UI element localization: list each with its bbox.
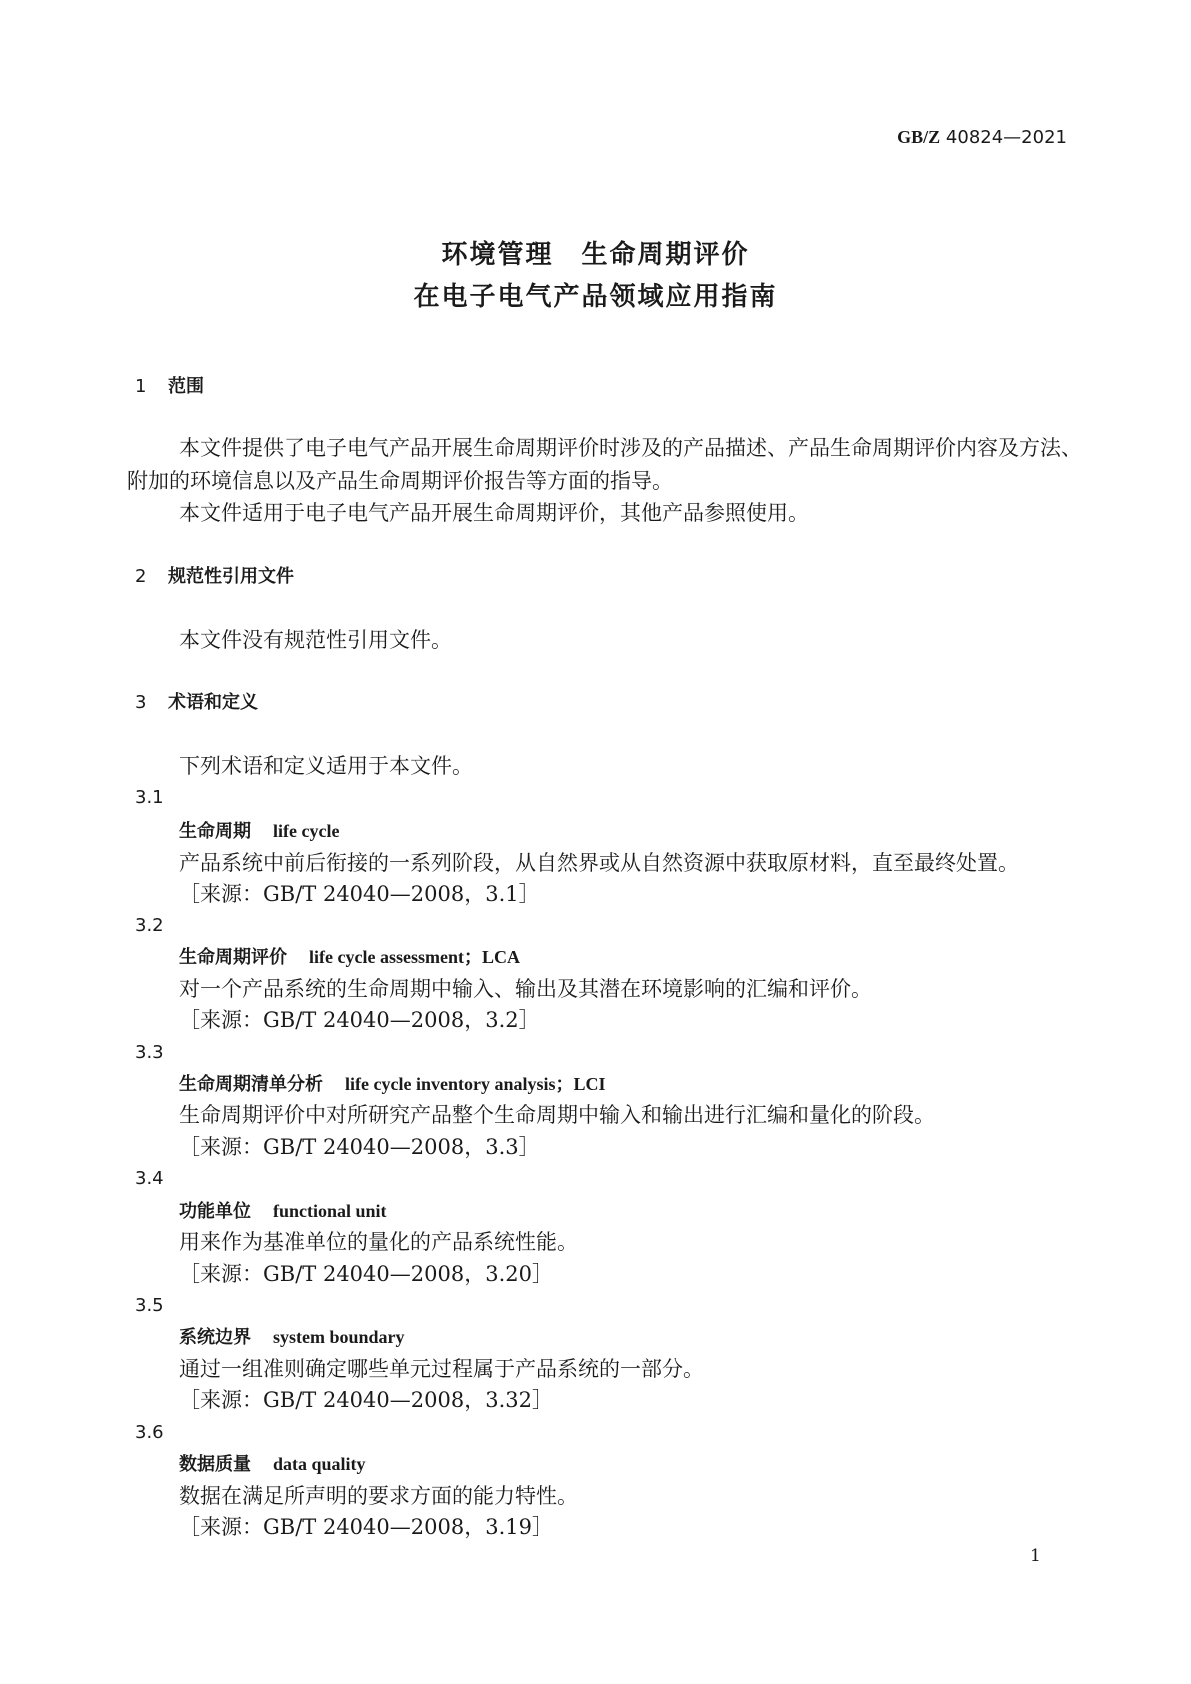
section-title: 范围 (168, 376, 204, 397)
paragraph: 下列术语和定义适用于本文件。 (179, 754, 473, 778)
paragraph: 附加的环境信息以及产品生命周期评价报告等方面的指导。 (127, 469, 673, 493)
term-heading (179, 819, 339, 844)
term-en: functional unit (273, 1201, 387, 1221)
standard-prefix: GB/Z (897, 127, 941, 147)
term-zh: 数据质量 (179, 1454, 251, 1475)
term-number: 3.4 (135, 1168, 164, 1189)
term-number: 3.5 (135, 1295, 164, 1316)
term-source: ［来源：GB/T 24040—2008，3.19］ (179, 1515, 553, 1539)
section-heading-2 (135, 565, 294, 589)
title-line-1: 环境管理 生命周期评价 (441, 240, 750, 270)
term-heading (179, 1199, 387, 1224)
standard-code (897, 127, 1067, 148)
term-number: 3.3 (135, 1042, 164, 1063)
term-source: ［来源：GB/T 24040—2008，3.20］ (179, 1262, 553, 1286)
term-heading (179, 1452, 366, 1477)
term-zh: 功能单位 (179, 1201, 251, 1222)
term-definition: 产品系统中前后衔接的一系列阶段，从自然界或从自然资源中获取原材料，直至最终处置。 (179, 851, 1019, 875)
section-title: 术语和定义 (168, 692, 258, 713)
title-line-2: 在电子电气产品领域应用指南 (413, 282, 778, 312)
term-source: ［来源：GB/T 24040—2008，3.1］ (179, 882, 540, 906)
term-heading (179, 945, 520, 970)
section-heading-3 (135, 691, 258, 715)
term-number: 3.6 (135, 1422, 164, 1443)
term-zh: 系统边界 (179, 1327, 251, 1348)
term-en: life cycle inventory analysis；LCI (345, 1074, 606, 1094)
page-number: 1 (1030, 1546, 1041, 1566)
term-en: life cycle assessment；LCA (309, 947, 520, 967)
section-number: 2 (135, 566, 147, 587)
term-number: 3.2 (135, 915, 164, 936)
term-definition: 通过一组准则确定哪些单元过程属于产品系统的一部分。 (179, 1357, 704, 1381)
section-heading-1 (135, 375, 204, 399)
term-source: ［来源：GB/T 24040—2008，3.32］ (179, 1388, 553, 1412)
term-en: data quality (273, 1454, 366, 1474)
paragraph: 本文件没有规范性引用文件。 (179, 628, 452, 652)
term-en: system boundary (273, 1327, 405, 1347)
term-zh: 生命周期清单分析 (179, 1074, 323, 1095)
term-heading (179, 1072, 605, 1097)
term-heading (179, 1325, 405, 1350)
term-definition: 生命周期评价中对所研究产品整个生命周期中输入和输出进行汇编和量化的阶段。 (179, 1103, 935, 1127)
term-number: 3.1 (135, 787, 164, 808)
standard-number: 40824—2021 (945, 127, 1067, 148)
term-zh: 生命周期 (179, 821, 251, 842)
paragraph: 本文件提供了电子电气产品开展生命周期评价时涉及的产品描述、产品生命周期评价内容及方法、 (179, 436, 1082, 460)
section-number: 3 (135, 692, 147, 713)
term-definition: 对一个产品系统的生命周期中输入、输出及其潜在环境影响的汇编和评价。 (179, 977, 872, 1001)
term-zh: 生命周期评价 (179, 947, 287, 968)
paragraph: 本文件适用于电子电气产品开展生命周期评价，其他产品参照使用。 (179, 501, 809, 525)
term-definition: 数据在满足所声明的要求方面的能力特性。 (179, 1484, 578, 1508)
section-number: 1 (135, 376, 147, 397)
term-source: ［来源：GB/T 24040—2008，3.3］ (179, 1135, 540, 1159)
term-definition: 用来作为基准单位的量化的产品系统性能。 (179, 1230, 578, 1254)
term-en: life cycle (273, 821, 340, 841)
section-title: 规范性引用文件 (168, 566, 294, 587)
term-source: ［来源：GB/T 24040—2008，3.2］ (179, 1008, 540, 1032)
